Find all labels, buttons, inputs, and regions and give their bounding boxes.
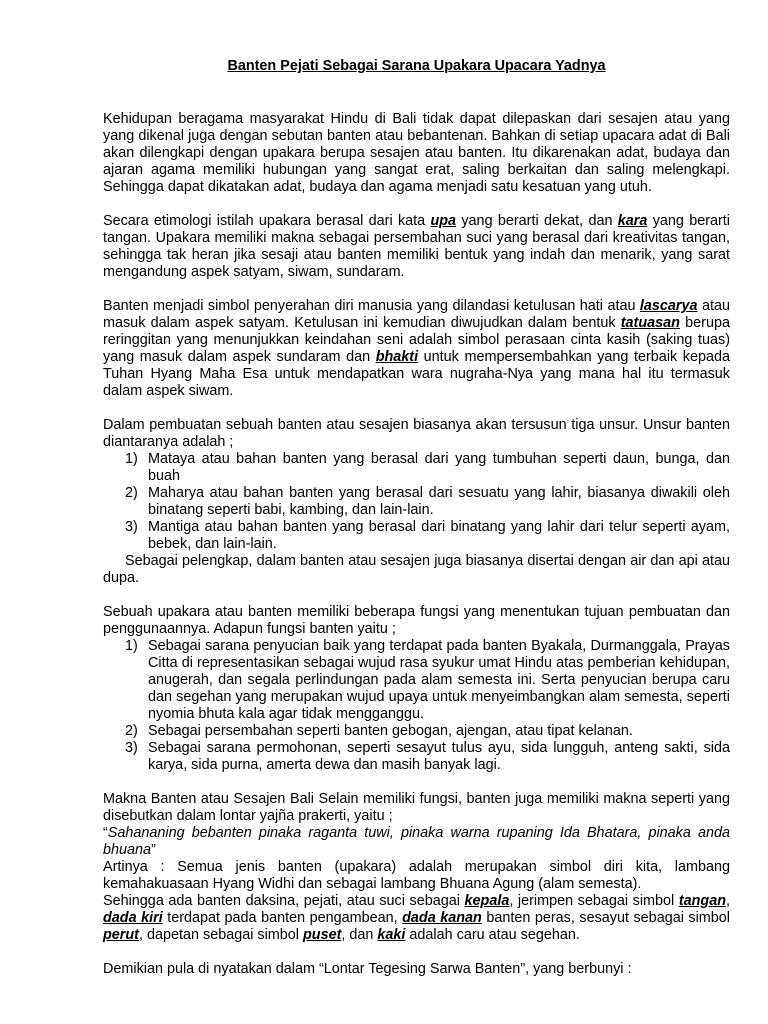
list-number: 2) — [125, 485, 138, 501]
list-number: 3) — [125, 519, 138, 535]
list-number: 1) — [125, 451, 138, 467]
term-upa: upa — [430, 213, 457, 229]
document-title: Banten Pejati Sebagai Sarana Upakara Upacara Yadnya — [227, 58, 606, 74]
list-text: Mataya atau bahan banten yang berasal dari yang tumbuhan seperti daun, bunga, dan buah — [148, 451, 730, 484]
list-item — [103, 451, 730, 485]
list-number: 1) — [125, 638, 138, 654]
term-kaki: kaki — [377, 927, 406, 943]
text-run: yang berarti dekat, dan — [456, 213, 618, 229]
paragraph-closing: Demikian pula di nyatakan dalam “Lontar Tegesing Sarwa Banten”, yang berbunyi : — [103, 961, 632, 977]
term-perut: perut — [103, 927, 139, 943]
lontar-quote — [103, 825, 730, 859]
paragraph-symbol — [103, 298, 730, 400]
term-dada-kanan: dada kanan — [402, 910, 482, 926]
text-run: atau masuk dalam aspek satyam. Ketulusan ini kemudian diwujudkan dalam bentuk — [103, 298, 730, 331]
list-item — [103, 638, 730, 723]
paragraph-functions-intro: Sebuah upakara atau banten memiliki beberapa fungsi yang menentukan tujuan pembuatan dan penggunaannya. Adapun fungsi banten yaitu ; — [103, 604, 730, 637]
text-run: untuk mempersembahkan yang terbaik kepada Tuhan Hyang Maha Esa untuk mendapatkan wara nugraha-Nya yang mana hal itu termasuk dalam aspek siwam. — [103, 349, 731, 399]
text-run: terdapat pada banten pengambean, — [162, 910, 403, 926]
list-item — [103, 519, 730, 553]
elements-list — [103, 451, 730, 553]
list-text: Maharya atau bahan banten yang berasal dari sesuatu yang lahir, biasanya diwakili oleh binatang seperti babi, kambing, dan lain-lain. — [148, 485, 730, 518]
term-kara: kara — [617, 213, 648, 229]
term-dada-kiri: dada kiri — [103, 910, 163, 926]
list-item — [103, 740, 730, 774]
quote-translation: Artinya : Semua jenis banten (upakara) adalah merupakan simbol diri kita, lambang kemahakuasaan Hyang Widhi dan sebagai lambang Bhuana Agung (alam semesta). — [103, 859, 730, 892]
list-item — [103, 723, 730, 740]
term-tatuasan: tatuasan — [620, 315, 680, 331]
list-number: 3) — [125, 740, 138, 756]
list-item — [103, 485, 730, 519]
text-run: , dan — [341, 927, 378, 943]
text-run: banten peras, sesayut sebagai simbol — [481, 910, 730, 926]
document-body — [103, 58, 730, 978]
paragraph-symbols — [103, 893, 730, 944]
term-tangan: tangan — [678, 893, 727, 909]
text-run: adalah caru atau segehan. — [405, 927, 580, 943]
paragraph-elements-outro: Sebagai pelengkap, dalam banten atau sesajen juga biasanya disertai dengan air dan api atau dupa. — [103, 553, 730, 586]
text-run: , jerimpen sebagai simbol — [509, 893, 679, 909]
term-kepala: kepala — [464, 893, 510, 909]
text-run: , dapetan sebagai simbol — [138, 927, 303, 943]
text-run: Sehingga ada banten daksina, pejati, atau suci sebagai — [103, 893, 465, 909]
list-text: Sebagai sarana permohonan, seperti sesayut tulus ayu, sida lungguh, anteng sakti, sida karya, sida purna, amerta dewa dan masih banyak lagi. — [148, 740, 730, 773]
text-run: Banten menjadi simbol penyerahan diri manusia yang dilandasi ketulusan hati atau — [103, 298, 640, 314]
list-text: Mantiga atau bahan banten yang berasal dari binatang yang lahir dari telur seperti ayam, bebek, dan lain-lain. — [148, 519, 730, 552]
quote-mark: “ — [103, 825, 108, 841]
paragraph-elements-intro: Dalam pembuatan sebuah banten atau sesajen biasanya akan tersusun tiga unsur. Unsur banten diantaranya adalah ; — [103, 417, 730, 450]
text-run: berupa reringgitan yang menunjukkan keindahan seni adalah simbol perasaan cinta kasih (saking tuas) yang masuk dalam aspek sundaram dan — [103, 315, 730, 365]
text-run: yang berarti tangan. Upakara memiliki makna sebagai persembahan suci yang berasal dari kreativitas tangan, sehingga tak heran jika sesaji atau banten memiliki bentuk yang indah dan menarik, yang sarat mengandung aspek satyam, siwam, sundaram. — [103, 213, 730, 280]
functions-list — [103, 638, 730, 774]
term-lascarya: lascarya — [639, 298, 698, 314]
paragraph-etymology — [103, 213, 730, 281]
term-puset: puset — [303, 927, 342, 943]
list-text: Sebagai persembahan seperti banten gebogan, ajengan, atau tipat kelanan. — [148, 723, 633, 739]
list-text: Sebagai sarana penyucian baik yang terdapat pada banten Byakala, Durmanggala, Prayas Citta di representasikan sebagai wujud rasa syukur umat Hindu atas pemberian kehidupan, anugerah, dan segala perlindungan pada alam semesta ini. Serta penyucian berupa caru dan segehan yang merupakan wujud upaya untuk menyeimbangkan alam semesta, seperti nyomia bhuta kala agar tidak mengganggu. — [148, 638, 730, 722]
quote-text: Sahananing bebanten pinaka raganta tuwi, pinaka warna rupaning Ida Bhatara, pinaka anda bhuana — [103, 825, 730, 858]
list-number: 2) — [125, 723, 138, 739]
text-run: , — [726, 893, 731, 909]
paragraph-intro: Kehidupan beragama masyarakat Hindu di Bali tidak dapat dilepaskan dari sesajen atau yang yang dikenal juga dengan sebutan banten atau bebantenan. Bahkan di setiap upacara adat di Bali akan dilengkapi dengan upakara berupa sesajen atau banten. Itu dikarenakan adat, budaya dan ajaran agama memiliki hubungan yang sangat erat, saling berkaitan dan saling melengkapi. Sehingga dapat dikatakan adat, budaya dan agama menjadi satu kesatuan yang utuh. — [103, 111, 730, 195]
paragraph-meaning: Makna Banten atau Sesajen Bali Selain memiliki fungsi, banten juga memiliki makna seperti yang disebutkan dalam lontar yajña prakerti, yaitu ; — [103, 791, 730, 824]
term-bhakti: bhakti — [375, 349, 419, 365]
text-run: Secara etimologi istilah upakara berasal dari kata — [103, 213, 431, 229]
quote-mark: ” — [151, 842, 156, 858]
